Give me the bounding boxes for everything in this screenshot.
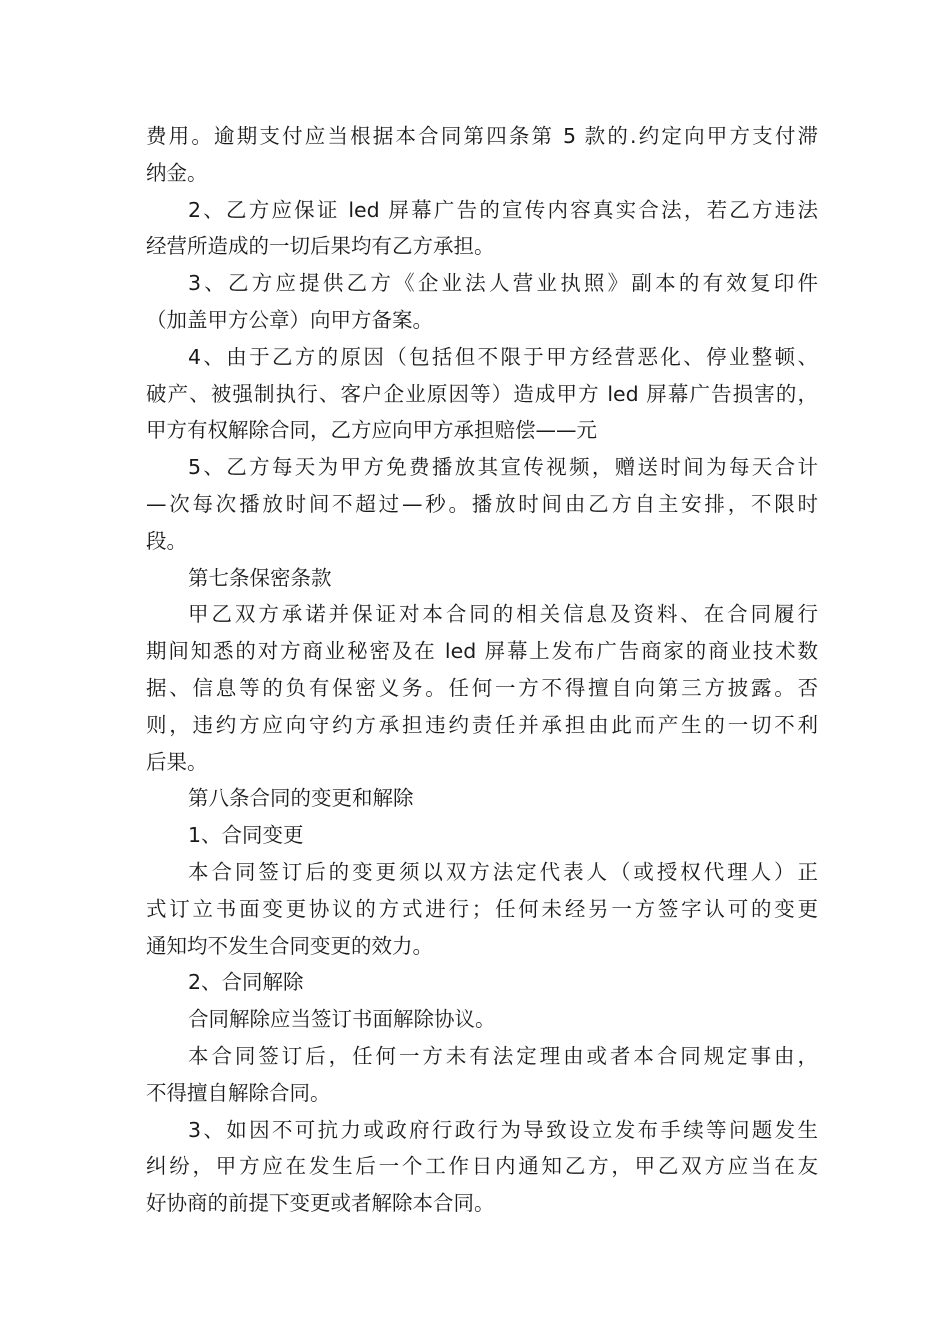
contract-paragraph (146, 118, 818, 192)
contract-paragraph (146, 339, 818, 449)
paragraph-line: 甲方有权解除合同，乙方应向甲方承担赔偿——元 (146, 418, 597, 443)
paragraph-line: 1、合同变更 (188, 823, 304, 848)
paragraph-line: 通知均不发生合同变更的效力。 (146, 933, 433, 958)
paragraph-line: 段。 (146, 528, 187, 553)
paragraph-line: 本合同签订后的变更须以双方法定代表人（或授权代理人）正 (188, 859, 818, 884)
paragraph-line: 3、乙方应提供乙方《企业法人营业执照》副本的有效复印件 (188, 271, 818, 296)
contract-paragraph (146, 964, 818, 1001)
paragraph-line: 后果。 (146, 749, 208, 774)
paragraph-line: 经营所造成的一切后果均有乙方承担。 (146, 234, 495, 259)
paragraph-line: （加盖甲方公章）向甲方备案。 (146, 307, 433, 332)
contract-paragraph (146, 1001, 818, 1038)
contract-paragraph (146, 1038, 818, 1112)
contract-paragraph (146, 596, 818, 780)
paragraph-line: 纠纷，甲方应在发生后一个工作日内通知乙方，甲乙双方应当在友 (146, 1154, 818, 1179)
contract-paragraph (146, 560, 818, 597)
contract-paragraph (146, 265, 818, 339)
paragraph-line: —次每次播放时间不超过—秒。播放时间由乙方自主安排，不限时 (146, 491, 818, 516)
paragraph-line: 费用。逾期支付应当根据本合同第四条第 5 款的.约定向甲方支付滞 (146, 124, 818, 148)
paragraph-line: 不得擅自解除合同。 (146, 1080, 331, 1105)
paragraph-line: 期间知悉的对方商业秘密及在 led 屏幕上发布广告商家的商业技术数 (146, 639, 818, 664)
paragraph-line: 破产、被强制执行、客户企业原因等）造成甲方 led 屏幕广告损害的， (146, 381, 818, 406)
paragraph-line: 纳金。 (146, 160, 208, 185)
contract-paragraph (146, 817, 818, 854)
paragraph-line: 2、合同解除 (188, 970, 304, 995)
paragraph-line: 本合同签订后，任何一方未有法定理由或者本合同规定事由， (188, 1043, 818, 1068)
paragraph-line: 据、信息等的负有保密义务。任何一方不得擅自向第三方披露。否 (146, 675, 818, 700)
paragraph-line: 2、乙方应保证 led 屏幕广告的宣传内容真实合法，若乙方违法 (188, 197, 818, 222)
paragraph-line: 5、乙方每天为甲方免费播放其宣传视频，赠送时间为每天合计 (188, 455, 818, 480)
paragraph-line: 合同解除应当签订书面解除协议。 (188, 1007, 496, 1032)
paragraph-line: 4、由于乙方的原因（包括但不限于甲方经营恶化、停业整顿、 (188, 344, 818, 369)
contract-paragraph (146, 449, 818, 559)
paragraph-line: 甲乙双方承诺并保证对本合同的相关信息及资料、在合同履行 (188, 602, 818, 627)
document-body (146, 118, 818, 1222)
contract-paragraph (146, 1112, 818, 1222)
contract-paragraph (146, 854, 818, 964)
contract-paragraph (146, 780, 818, 817)
paragraph-line: 3、如因不可抗力或政府行政行为导致设立发布手续等问题发生 (188, 1117, 818, 1142)
paragraph-line: 第八条合同的变更和解除 (188, 786, 414, 811)
contract-paragraph (146, 192, 818, 266)
paragraph-line: 第七条保密条款 (188, 565, 332, 590)
paragraph-line: 则，违约方应向守约方承担违约责任并承担由此而产生的一切不利 (146, 712, 818, 737)
paragraph-line: 式订立书面变更协议的方式进行；任何未经另一方签字认可的变更 (146, 896, 818, 921)
paragraph-line: 好协商的前提下变更或者解除本合同。 (146, 1191, 495, 1216)
